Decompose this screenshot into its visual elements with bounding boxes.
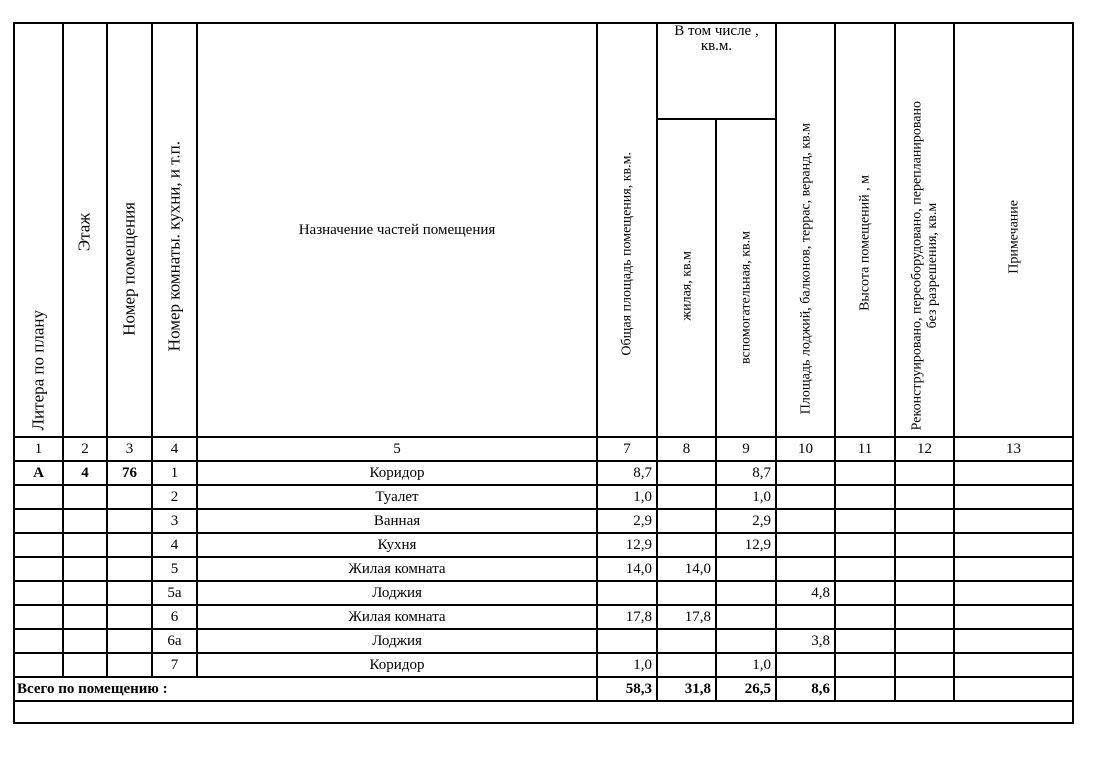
cell-premise [107,629,152,653]
cell-floor [63,557,107,581]
cell-height [835,581,895,605]
header-height [835,23,895,437]
cell-loggia [776,653,835,677]
header-auxiliary-text: вспомогательная, кв.м [738,230,754,364]
cell-total [597,629,657,653]
table-row [14,533,1073,557]
cell-aux [716,557,776,581]
totals-row [14,677,1073,701]
cell-litera [14,557,63,581]
cell-premise [107,533,152,557]
col-number: 12 [895,437,954,461]
column-numbers-row [14,437,1073,461]
header-living-text: жилая, кв.м [678,251,694,321]
cell-living [657,533,716,557]
cell-note [954,509,1073,533]
totals-label: Всего по помещению : [14,677,597,701]
cell-total: 17,8 [597,605,657,629]
cell-aux [716,605,776,629]
cell-room: 4 [152,533,197,557]
explication-sheet [13,22,1072,724]
table-row [14,605,1073,629]
cell-total [597,581,657,605]
cell-height [835,509,895,533]
cell-floor [63,605,107,629]
cell-total: 1,0 [597,485,657,509]
cell-premise [107,605,152,629]
header-premise-no [107,23,152,437]
explication-table [13,22,1074,724]
cell-note [954,605,1073,629]
cell-reconstructed [895,509,954,533]
cell-floor [63,581,107,605]
cell-height [835,557,895,581]
cell-litera [14,629,63,653]
cell-room: 2 [152,485,197,509]
col-number: 8 [657,437,716,461]
totals-height [835,677,895,701]
cell-room: 5 [152,557,197,581]
cell-aux: 8,7 [716,461,776,485]
totals-note [954,677,1073,701]
header-auxiliary [716,119,776,437]
header-room-no-text: Номер комнаты. кухни, и т.п. [164,140,184,351]
header-premise-no-text: Номер помещения [119,202,139,336]
col-number: 13 [954,437,1073,461]
cell-reconstructed [895,629,954,653]
col-number: 10 [776,437,835,461]
cell-premise [107,653,152,677]
cell-purpose: Коридор [197,653,597,677]
header-note-text: Примечание [1005,200,1021,274]
cell-floor [63,533,107,557]
cell-living: 14,0 [657,557,716,581]
cell-floor: 4 [63,461,107,485]
col-number: 1 [14,437,63,461]
header-floor-text: Этаж [74,212,94,251]
cell-total: 14,0 [597,557,657,581]
totals-aux: 26,5 [716,677,776,701]
cell-note [954,485,1073,509]
cell-floor [63,509,107,533]
cell-reconstructed [895,485,954,509]
cell-litera [14,509,63,533]
blank-cell [14,701,1073,723]
table-row [14,509,1073,533]
col-number: 9 [716,437,776,461]
cell-room: 3 [152,509,197,533]
cell-aux: 2,9 [716,509,776,533]
cell-premise [107,581,152,605]
cell-purpose: Туалет [197,485,597,509]
header-living [657,119,716,437]
header-reconstructed-line2: без разрешения, кв.м [924,202,940,329]
table-row [14,653,1073,677]
cell-room: 1 [152,461,197,485]
cell-total: 1,0 [597,653,657,677]
cell-height [835,485,895,509]
header-litera [14,23,63,437]
table-row [14,557,1073,581]
cell-premise [107,557,152,581]
cell-litera [14,581,63,605]
cell-living: 17,8 [657,605,716,629]
header-reconstructed [895,23,954,437]
cell-aux [716,581,776,605]
header-including: В том числе , кв.м. [657,23,776,119]
cell-litera [14,605,63,629]
header-total-area [597,23,657,437]
totals-reconstructed [895,677,954,701]
cell-reconstructed [895,653,954,677]
header-loggia-area [776,23,835,437]
cell-purpose: Лоджия [197,629,597,653]
cell-aux: 1,0 [716,653,776,677]
cell-note [954,533,1073,557]
cell-loggia [776,485,835,509]
header-purpose: Назначение частей помещения [197,23,597,437]
totals-loggia: 8,6 [776,677,835,701]
cell-floor [63,485,107,509]
cell-height [835,629,895,653]
cell-total: 2,9 [597,509,657,533]
totals-living: 31,8 [657,677,716,701]
col-number: 3 [107,437,152,461]
cell-aux: 1,0 [716,485,776,509]
cell-aux: 12,9 [716,533,776,557]
cell-reconstructed [895,605,954,629]
col-number: 11 [835,437,895,461]
cell-living [657,485,716,509]
cell-note [954,557,1073,581]
cell-floor [63,629,107,653]
cell-note [954,581,1073,605]
cell-loggia [776,533,835,557]
table-row [14,629,1073,653]
blank-row [14,701,1073,723]
header-height-text: Высота помещений , м [857,175,873,311]
cell-litera [14,653,63,677]
cell-loggia [776,557,835,581]
cell-premise: 76 [107,461,152,485]
col-number: 7 [597,437,657,461]
header-floor [63,23,107,437]
col-number: 2 [63,437,107,461]
cell-loggia: 3,8 [776,629,835,653]
cell-reconstructed [895,581,954,605]
header-note [954,23,1073,437]
cell-loggia [776,605,835,629]
header-total-area-text: Общая площадь помещения, кв.м. [619,152,635,356]
header-room-no [152,23,197,437]
cell-note [954,461,1073,485]
cell-living [657,653,716,677]
cell-room: 5а [152,581,197,605]
cell-total: 12,9 [597,533,657,557]
cell-room: 6 [152,605,197,629]
cell-height [835,653,895,677]
cell-purpose: Жилая комната [197,557,597,581]
cell-aux [716,629,776,653]
cell-purpose: Кухня [197,533,597,557]
cell-living [657,629,716,653]
cell-purpose: Ванная [197,509,597,533]
cell-purpose: Лоджия [197,581,597,605]
cell-reconstructed [895,461,954,485]
cell-premise [107,509,152,533]
col-number: 4 [152,437,197,461]
cell-litera [14,485,63,509]
cell-height [835,605,895,629]
cell-purpose: Коридор [197,461,597,485]
header-loggia-area-text: Площадь лоджий, балконов, террас, веранд, кв.м [797,122,813,414]
cell-litera: А [14,461,63,485]
cell-room: 7 [152,653,197,677]
table-row [14,485,1073,509]
cell-reconstructed [895,533,954,557]
cell-purpose: Жилая комната [197,605,597,629]
cell-living [657,461,716,485]
cell-note [954,653,1073,677]
totals-total: 58,3 [597,677,657,701]
cell-living [657,581,716,605]
header-reconstructed-text [909,101,940,430]
cell-floor [63,653,107,677]
col-number: 5 [197,437,597,461]
cell-living [657,509,716,533]
cell-room: 6а [152,629,197,653]
cell-note [954,629,1073,653]
cell-premise [107,485,152,509]
cell-total: 8,7 [597,461,657,485]
table-row [14,461,1073,485]
cell-reconstructed [895,557,954,581]
header-litera-text: Литера по плану [28,309,48,430]
cell-loggia [776,461,835,485]
cell-litera [14,533,63,557]
header-reconstructed-line1: Реконструировано, переоборудовано, перепланировано [909,100,925,430]
cell-loggia [776,509,835,533]
table-row [14,581,1073,605]
cell-height [835,533,895,557]
cell-height [835,461,895,485]
cell-loggia: 4,8 [776,581,835,605]
